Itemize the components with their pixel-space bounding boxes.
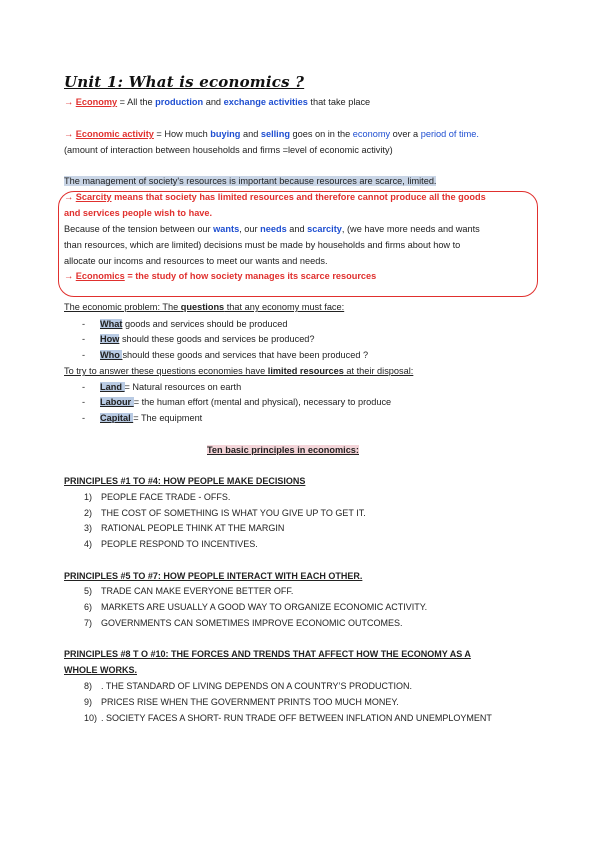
principle-item: RATIONAL PEOPLE THINK AT THE MARGIN [101,523,285,533]
economy-definition: → Economy = All the production and exchange activities that take place [64,97,371,107]
principles-group-3-heading-cont: WHOLE WORKS. [64,665,137,675]
resources-intro: To try to answer these questions economies have limited resources at their disposal: [64,366,414,376]
principles-group-1-heading: PRINCIPLES #1 TO #4: HOW PEOPLE MAKE DECISIONS [64,476,306,486]
principle-number: 7) [84,618,93,628]
tension-paragraph: Because of the tension between our wants, our needs and scarcity, (we have more needs and wants [64,224,480,234]
bullet-dash: - [82,334,86,344]
question-how: How should these goods and services be produced? [100,334,315,344]
principles-group-3-heading: PRINCIPLES #8 T O #10: THE FORCES AND TRENDS THAT AFFECT HOW THE ECONOMY AS A [64,649,471,659]
resource-land: Land = Natural resources on earth [100,382,242,392]
principle-number: 2) [84,508,93,518]
question-who: Who should these goods and services that have been produced ? [100,350,369,360]
ten-principles-heading: Ten basic principles in economics: [207,445,359,455]
bullet-dash: - [82,397,86,407]
bullet-dash: - [82,350,86,360]
principle-item: TRADE CAN MAKE EVERYONE BETTER OFF. [101,586,294,596]
principle-item: . THE STANDARD OF LIVING DEPENDS ON A COUNTRY’S PRODUCTION. [101,681,413,691]
economic-problem-intro: The economic problem: The questions that any economy must face: [64,302,345,312]
principle-item: PEOPLE FACE TRADE - OFFS. [101,492,231,502]
term-economic-activity: Economic activity [75,129,154,139]
principle-number: 5) [84,586,93,596]
question-what: What goods and services should be produced [100,319,288,329]
principle-number: 1) [84,492,93,502]
principle-number: 8) [84,681,93,691]
term-economics: Economics [75,271,125,281]
arrow: → [64,97,74,107]
resource-capital: Capital = The equipment [100,413,203,423]
principle-number: 4) [84,539,93,549]
page-title: Unit 1: What is economics ? [64,73,305,91]
tension-line2: than resources, which are limited) decisions must be made by households and firms about how to [64,240,461,250]
scarcity-definition-line2: and services people wish to have. [64,208,213,218]
resource-labour: Labour = the human effort (mental and physical), necessary to produce [100,397,392,407]
principle-item: PEOPLE RESPOND TO INCENTIVES. [101,539,258,549]
scarcity-definition: → Scarcity means that society has limited resources and therefore cannot produce all the goods [64,192,486,202]
principle-item: THE COST OF SOMETHING IS WHAT YOU GIVE UP TO GET IT. [101,508,366,518]
economics-definition: → Economics = the study of how society manages its scarce resources [64,271,377,281]
term-economy: Economy [75,97,118,107]
management-statement: The management of society's resources is important because resources are scarce, limited. [64,176,437,186]
principle-number: 3) [84,523,93,533]
bullet-dash: - [82,413,86,423]
term-scarcity: Scarcity [75,192,112,202]
bullet-dash: - [82,319,86,329]
tension-line3: allocate our incoms and resources to meet our wants and needs. [64,256,328,266]
principle-item: PRICES RISE WHEN THE GOVERNMENT PRINTS TOO MUCH MONEY. [101,697,399,707]
principles-group-2-heading: PRINCIPLES #5 TO #7: HOW PEOPLE INTERACT WITH EACH OTHER. [64,571,363,581]
principle-number: 10) [84,713,98,723]
principle-number: 9) [84,697,93,707]
principle-number: 6) [84,602,93,612]
bullet-dash: - [82,382,86,392]
economic-activity-note: (amount of interaction between households and firms =level of economic activity) [64,145,393,155]
principle-item: . SOCIETY FACES A SHORT- RUN TRADE OFF BETWEEN INFLATION AND UNEMPLOYMENT [101,713,492,723]
principle-item: MARKETS ARE USUALLY A GOOD WAY TO ORGANIZE ECONOMIC ACTIVITY. [101,602,428,612]
economic-activity-definition: → Economic activity = How much buying and selling goes on in the economy over a period of time. [64,129,479,139]
principle-item: GOVERNMENTS CAN SOMETIMES IMPROVE ECONOMIC OUTCOMES. [101,618,403,628]
